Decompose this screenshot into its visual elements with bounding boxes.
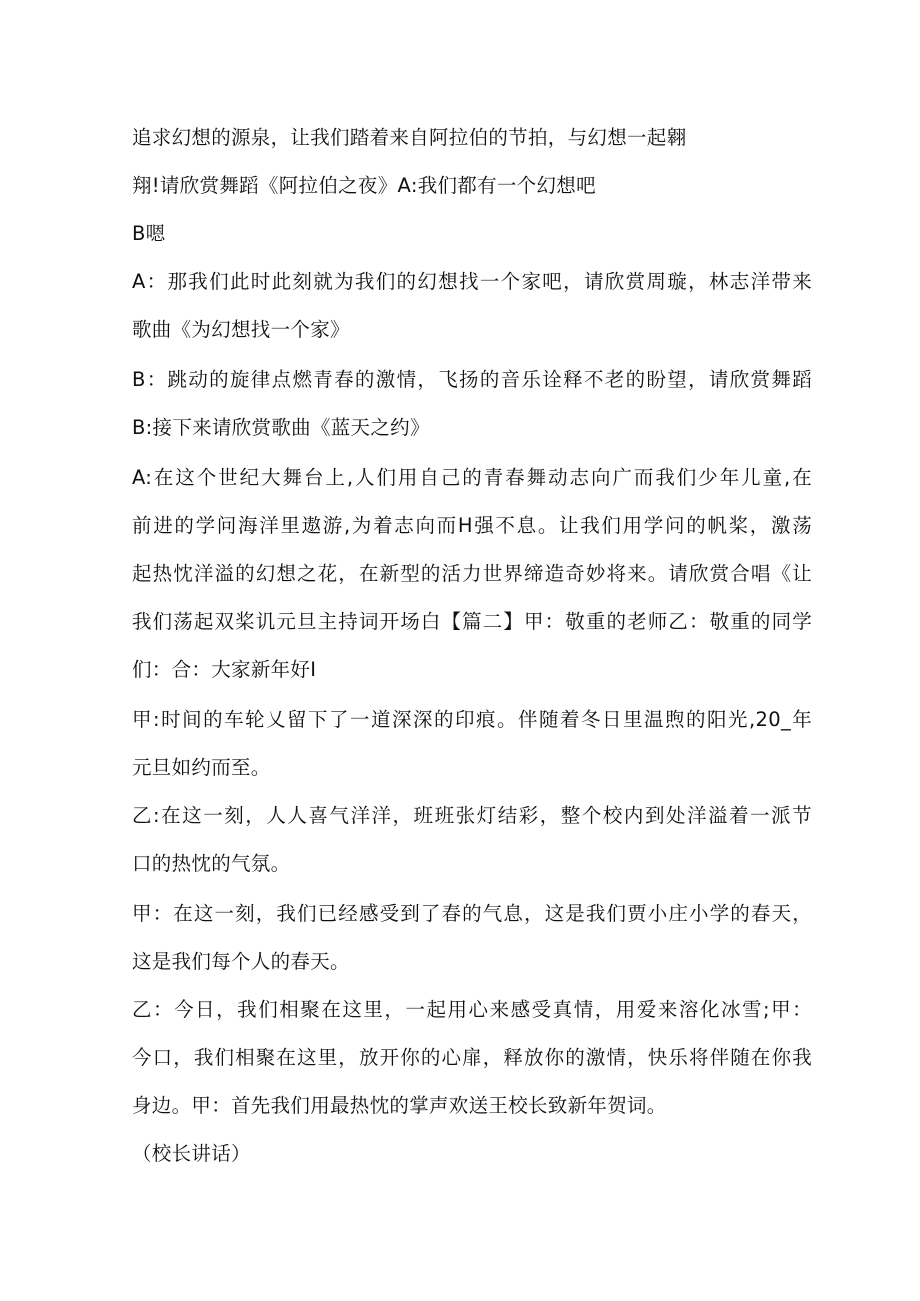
- text-line: 这是我们每个人的春天。: [132, 950, 350, 973]
- text-line: 甲:时间的车轮乂留下了一道深深的印痕。伴随着冬日里温煦的阳光,20_年: [132, 708, 812, 731]
- text-line: 乙：今日，我们相聚在这里，一起用心来感受真情，用爱来溶化冰雪;甲：: [132, 998, 812, 1021]
- text-line: 身边。甲：首先我们用最热忱的掌声欢送王校长致新年贺词。: [132, 1094, 667, 1117]
- text-line: 今口，我们相聚在这里，放开你的心扉，释放你的激情，快乐将伴随在你我: [132, 1046, 812, 1069]
- text-line: A:在这个世纪大舞台上,人们用自己的青春舞动志向广而我们少年儿童,在: [132, 466, 812, 489]
- text-line: 翔!请欣赏舞蹈《阿拉伯之夜》A:我们都有一个幻想吧: [132, 174, 596, 197]
- text-line: A：那我们此时此刻就为我们的幻想找一个家吧，请欣赏周璇，林志洋带来: [132, 270, 812, 293]
- text-line: B嗯: [132, 222, 166, 245]
- text-line: 口的热忱的气氛。: [132, 852, 291, 875]
- text-line: 歌曲《为幻想找一个家》: [132, 318, 350, 341]
- text-line: 元旦如约而至。: [132, 756, 271, 779]
- text-line: （校长讲话）: [132, 1142, 251, 1165]
- text-line: B:接下来请欣赏歌曲《蓝天之约》: [132, 416, 430, 439]
- text-line: 追求幻想的源泉，让我们踏着来自阿拉伯的节拍，与幻想一起翱: [132, 126, 687, 149]
- text-line: B：跳动的旋律点燃青春的激情，飞扬的音乐诠释不老的盼望，请欣赏舞蹈: [132, 368, 812, 391]
- text-line: 起热忱洋溢的幻想之花，在新型的活力世界缔造奇妙将来。请欣赏合唱《让: [132, 562, 812, 585]
- text-line: 们：合：大家新年好I: [132, 658, 317, 681]
- text-line: 我们荡起双桨讥元旦主持词开场白【篇二】甲：敬重的老师乙：敬重的同学: [132, 610, 812, 633]
- text-line: 乙:在这一刻，人人喜气洋洋，班班张灯结彩，整个校内到处洋溢着一派节: [132, 804, 812, 827]
- text-line: 甲：在这一刻，我们已经感受到了春的气息，这是我们贾小庄小学的春天，: [132, 902, 812, 925]
- text-line: 前进的学问海洋里遨游,为着志向而H强不息。让我们用学问的帆桨，激荡: [132, 514, 812, 537]
